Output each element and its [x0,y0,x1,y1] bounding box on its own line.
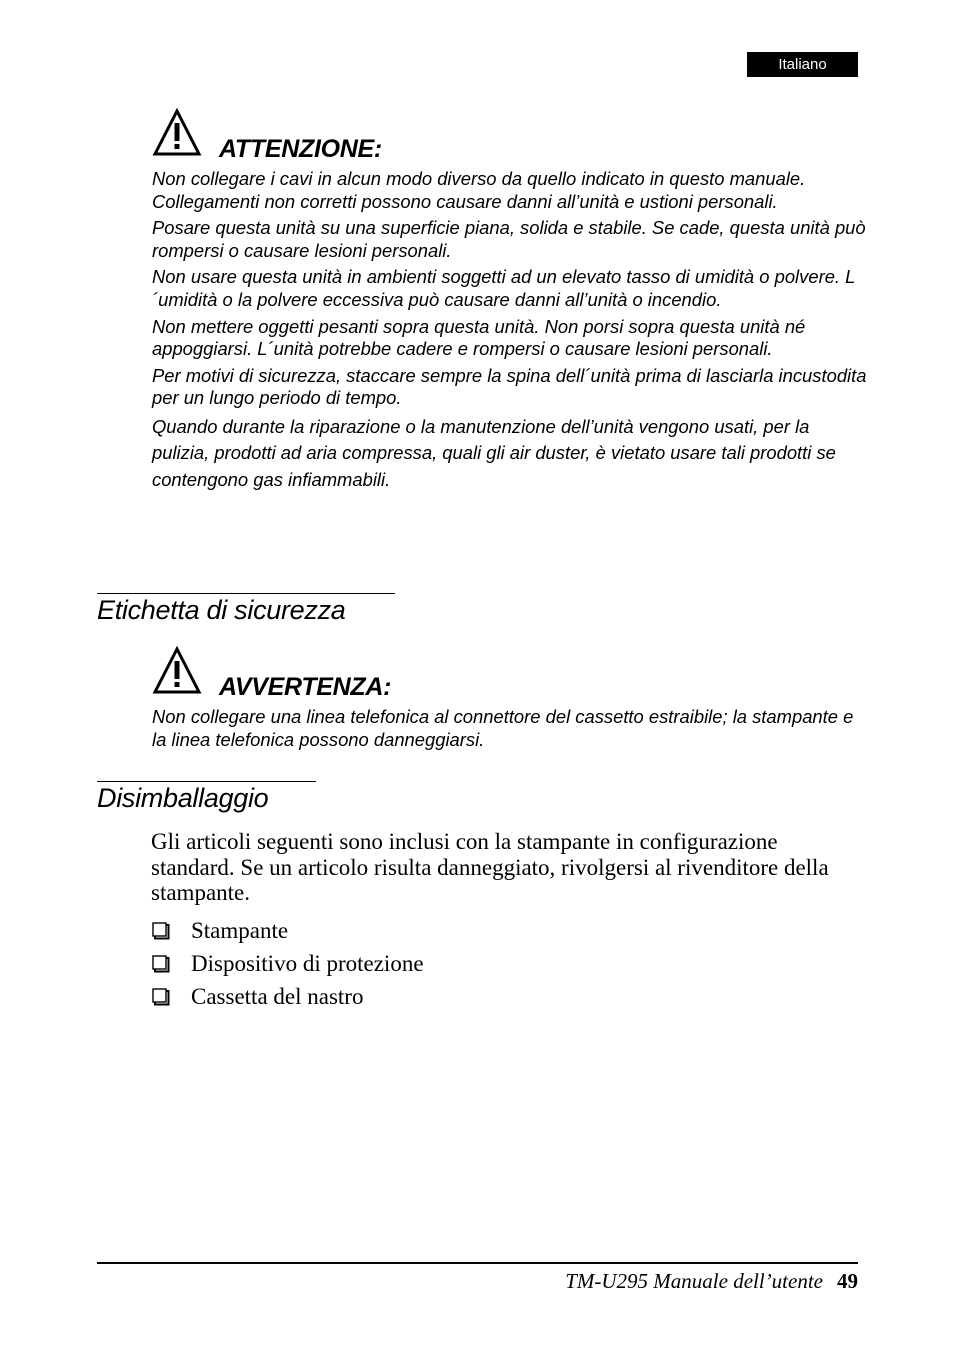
warning-title: AVVERTENZA: [219,673,392,701]
caution-paragraph: Per motivi di sicurezza, staccare sempre la spina dell´unità prima di lasciarla incustodita per un lungo periodo di tempo. [152,364,867,409]
list-item-label: Cassetta del nastro [191,983,364,1009]
checkbox-icon [151,954,171,974]
caution-paragraph: Quando durante la riparazione o la manutenzione dell’unità vengono usati, per la pulizia, prodotti ad aria compressa, quali gli air duster, è vietato usare tali prodotti se contengono gas infiammabili. [152,415,836,490]
warning-block [152,646,872,755]
caution-paragraph: Non collegare i cavi in alcun modo diverso da quello indicato in questo manuale. Collegamenti non corretti possono causare danni all’unità e ustioni personali. [152,168,806,212]
list-item-label: Stampante [191,917,289,943]
unpacking-heading: Disimballaggio [97,781,316,814]
caution-title: ATTENZIONE: [219,135,382,163]
unpacking-intro: Gli articoli seguenti sono inclusi con la stampante in configurazione standard. Se un articolo risulta danneggiato, rivolgersi al rivenditore della stampante. [151,829,829,905]
language-tab: Italiano [747,52,858,77]
warning-triangle-icon [152,646,202,694]
caution-block [152,108,872,497]
warning-triangle-icon [152,108,202,156]
caution-paragraph: Posare questa unità su una superficie piana, solida e stabile. Se cade, questa unità può rompersi o causare lesioni personali. [152,217,866,261]
footer-divider [97,1262,858,1264]
warning-text: Non collegare una linea telefonica al connettore del cassetto estraibile; la stampante e la linea telefonica possono danneggiarsi. [152,706,854,750]
list-item [151,947,424,980]
page-number: 49 [837,1269,858,1293]
list-item [151,914,424,947]
checkbox-icon [151,987,171,1007]
unpacking-checklist [151,914,424,1013]
checkbox-icon [151,921,171,941]
warning-header [152,646,872,706]
page-footer [565,1267,858,1295]
list-item-label: Dispositivo di protezione [191,950,424,976]
safety-label-heading: Etichetta di sicurezza [97,593,395,626]
list-item [151,980,424,1013]
manual-title: TM-U295 Manuale dell’utente [565,1269,823,1293]
caution-paragraph: Non usare questa unità in ambienti soggetti ad un elevato tasso di umidità o polvere. L´umidità o la polvere eccessiva può causare danni all’unità o incendio. [152,266,856,310]
caution-header [152,108,872,168]
caution-paragraph: Non mettere oggetti pesanti sopra questa unità. Non porsi sopra questa unità né appoggiarsi. L´unità potrebbe cadere e rompersi o causare lesioni personali. [152,315,806,360]
